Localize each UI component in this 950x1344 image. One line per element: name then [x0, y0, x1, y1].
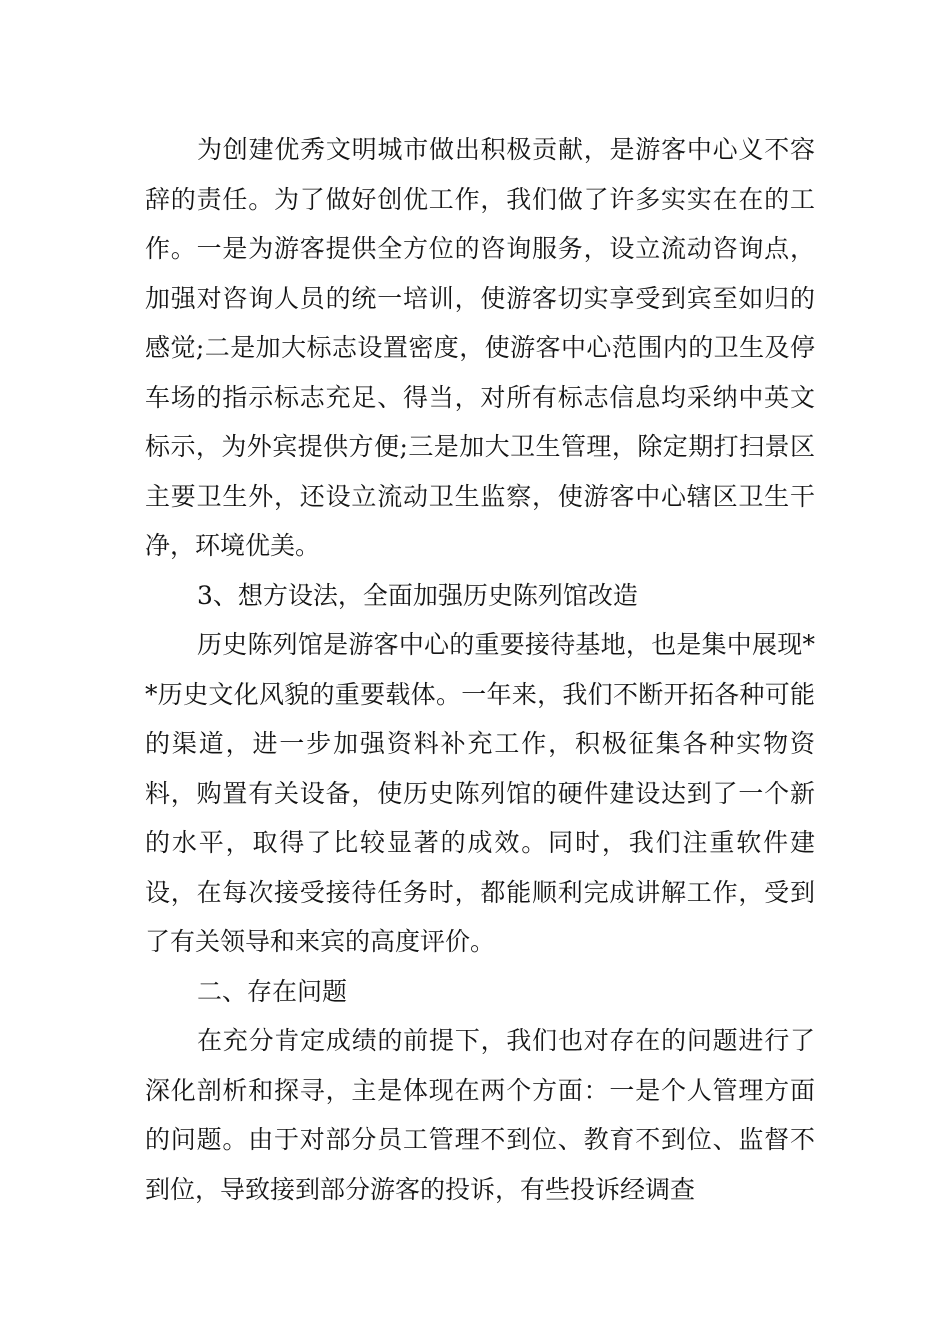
paragraph-history-museum: 历史陈列馆是游客中心的重要接待基地，也是集中展现**历史文化风貌的重要载体。一年来，我们不断开拓各种可能的渠道，进一步加强资料补充工作，积极征集各种实物资料，购置有关设备，使历史陈列馆的硬件建设达到了一个新的水平，取得了比较显著的成效。同时，我们注重软件建设，在每次接受接待任务时，都能顺利完成讲解工作，受到了有关领导和来宾的高度评价。: [145, 630, 815, 956]
document-body: [145, 125, 815, 1214]
section-heading-problems: 二、存在问题: [197, 976, 348, 1006]
paragraph-civilized-city: 为创建优秀文明城市做出积极贡献，是游客中心义不容辞的责任。为了做好创优工作，我们做了许多实实在在的工作。一是为游客提供全方位的咨询服务，设立流动咨询点，加强对咨询人员的统一培训，使游客切实享受到宾至如归的感觉;二是加大标志设置密度，使游客中心范围内的卫生及停车场的指示标志充足、得当，对所有标志信息均采纳中英文标示，为外宾提供方便;三是加大卫生管理，除定期打扫景区主要卫生外，还设立流动卫生监察，使游客中心辖区卫生干净，环境优美。: [145, 135, 815, 560]
paragraph-problems: 在充分肯定成绩的前提下，我们也对存在的问题进行了深化剖析和探寻，主是体现在两个方面：一是个人管理方面的问题。由于对部分员工管理不到位、教育不到位、监督不到位，导致接到部分游客的投诉，有些投诉经调查: [145, 1026, 815, 1204]
section-heading-history-museum: 3、想方设法，全面加强历史陈列馆改造: [197, 580, 638, 610]
